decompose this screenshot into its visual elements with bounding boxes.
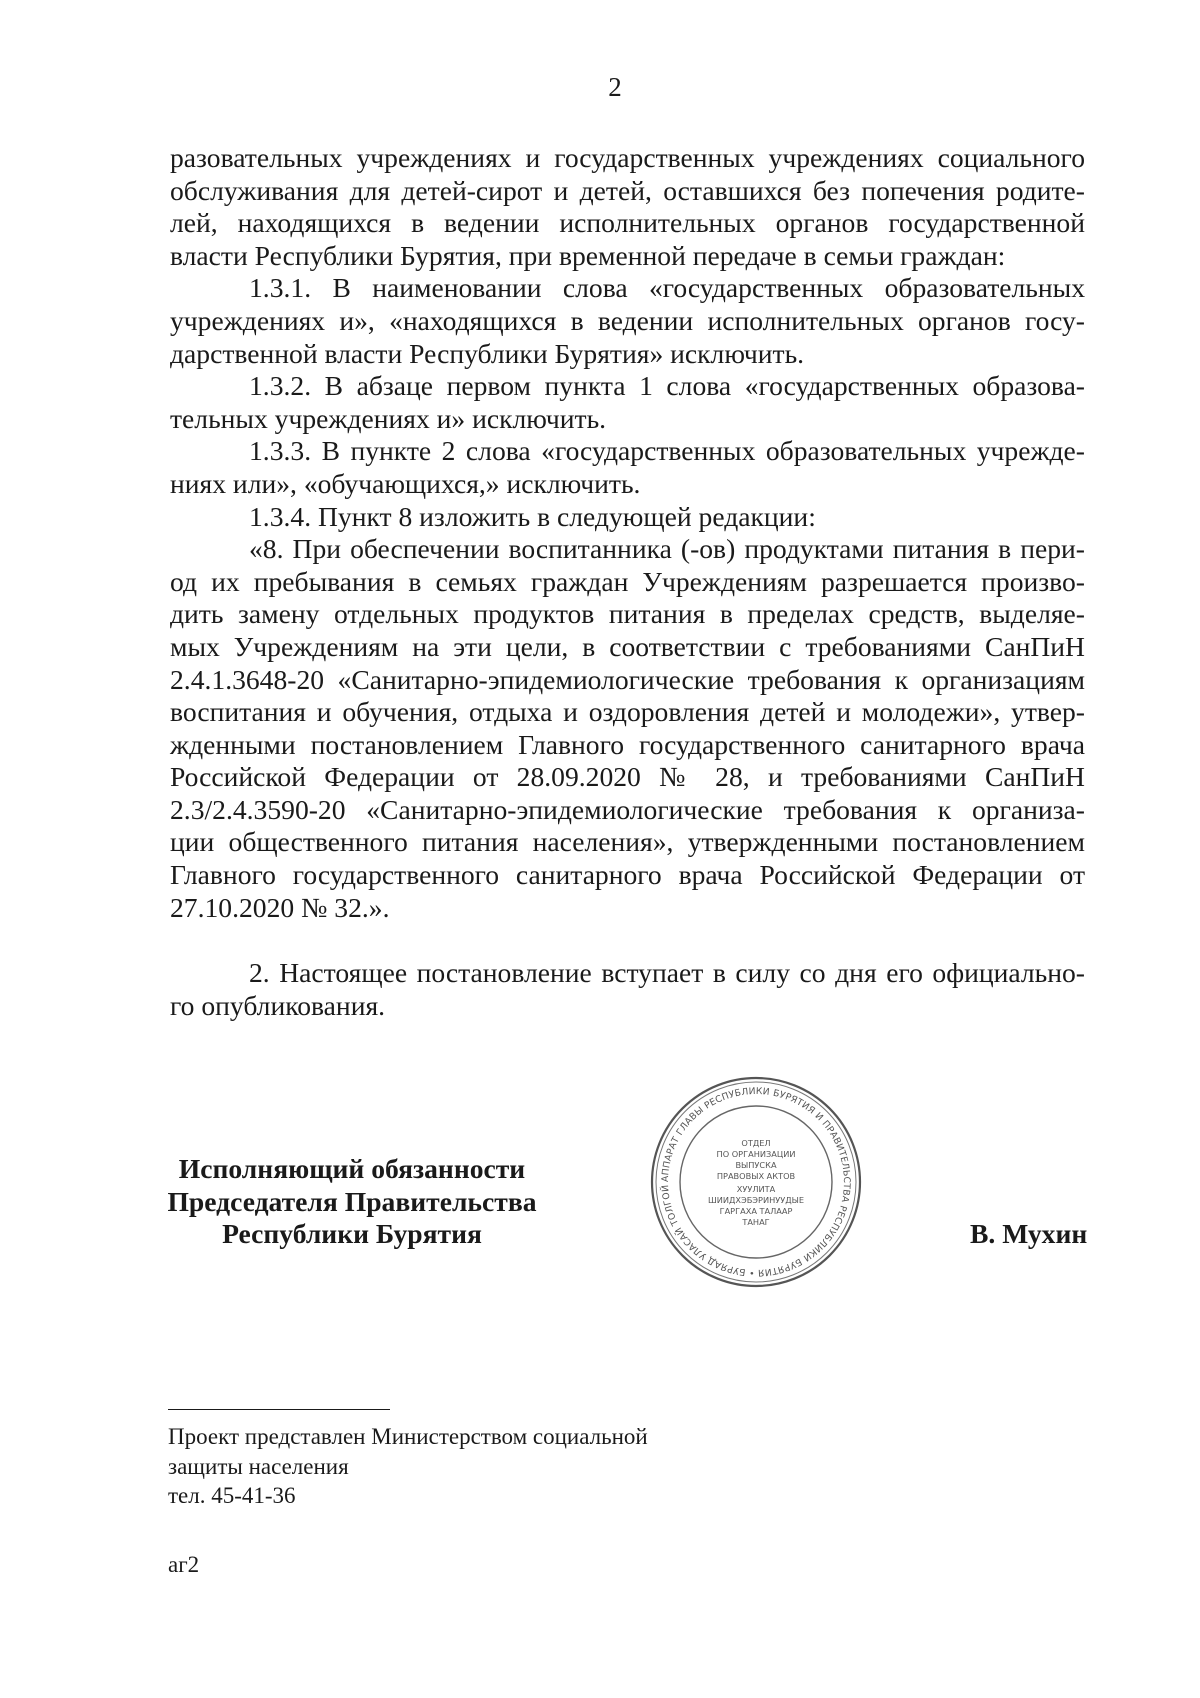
signatory-position-line: Председателя Правительства — [167, 1185, 537, 1217]
seal-graphic — [646, 1072, 866, 1292]
text-line: 27.10.2020 № 32.». — [170, 891, 390, 923]
footnote-line: Проект представлен Министерством социальной — [168, 1424, 648, 1449]
text-line: тельных учреждениях и» исключить. — [170, 402, 607, 434]
footnote-line: тел. 45-41-36 — [168, 1483, 296, 1509]
text-line: 2.4.1.3648-20 «Санитарно-эпидемиологические требования к организациям — [170, 663, 1085, 695]
paragraph-2 — [170, 957, 1085, 1022]
signatory-name: В. Мухин — [970, 1218, 1088, 1249]
text-line: воспитания и обучения, отдыха и оздоровления детей и молодежи», утвер- — [170, 696, 1085, 728]
text-line: Российской Федерации от 28.09.2020 № 28, и требованиями СанПиН — [170, 761, 1085, 793]
text-line: 2. Настоящее постановление вступает в силу со дня его официально- — [249, 957, 1085, 989]
text-line: разовательных учреждениях и государственных учреждениях социального — [170, 142, 1085, 173]
text-line: ниях или», «обучающихся,» исключить. — [170, 467, 641, 499]
signatory-position-line: Исполняющий обязанности — [178, 1153, 526, 1184]
footnote-line: защиты населения — [168, 1453, 349, 1479]
text-line: дарственной власти Республики Бурятия» исключить. — [170, 337, 805, 369]
page-number: 2 — [608, 72, 622, 102]
text-line: власти Республики Бурятия, при временной передаче в семьи граждан: — [170, 239, 1006, 271]
paragraph-new-item-8 — [170, 533, 1085, 924]
paragraph-1-3-3 — [170, 435, 1085, 500]
text-line: обслуживания для детей-сирот и детей, оставшихся без попечения родите- — [170, 174, 1085, 206]
paragraph-intro-continuation — [170, 142, 1085, 272]
seal-center-line: ХУУЛИТА — [736, 1184, 776, 1194]
text-line: учреждениях и», «находящихся в ведении исполнительных органов госу- — [170, 304, 1085, 336]
seal-center-line: ПО ОРГАНИЗАЦИИ — [716, 1149, 796, 1159]
text-line: жденными постановлением Главного государственного санитарного врача — [170, 728, 1085, 760]
seal-center-line: ПРАВОВЫХ АКТОВ — [716, 1171, 796, 1181]
signatory-position — [152, 1153, 552, 1251]
text-line: 1.3.3. В пункте 2 слова «государственных образовательных учрежде- — [249, 435, 1085, 467]
signatory-position-line: Республики Бурятия — [222, 1218, 482, 1250]
document-body — [170, 142, 1085, 1022]
seal-center-line: ШИИДХЭБЭРИНУУДЫЕ — [707, 1195, 805, 1205]
text-line: 1.3.4. Пункт 8 изложить в следующей редакции: — [249, 500, 816, 532]
paragraph-1-3-2 — [170, 370, 1085, 435]
text-line: лей, находящихся в ведении исполнительных органов государственной — [170, 207, 1085, 239]
text-line: 2.3/2.4.3590-20 «Санитарно-эпидемиологические требования к организа- — [170, 793, 1085, 825]
footnote-separator — [168, 1409, 390, 1410]
seal-center-line: ТАНАГ — [742, 1217, 770, 1227]
seal-center-line: ГАРГАХА ТАЛААР — [719, 1206, 793, 1216]
paragraph-1-3-1 — [170, 272, 1085, 370]
text-line: го опубликования. — [170, 989, 386, 1021]
text-line: од их пребывания в семьях граждан Учреждениям разрешается произво- — [170, 565, 1085, 597]
text-line: мых Учреждениям на эти цели, в соответствии с требованиями СанПиН — [170, 630, 1085, 662]
footnote — [168, 1422, 728, 1511]
text-line: Главного государственного санитарного врача Российской Федерации от — [170, 859, 1085, 891]
text-line: 1.3.1. В наименовании слова «государственных образовательных — [249, 272, 1085, 304]
paragraph-1-3-4 — [170, 501, 1085, 534]
document-code: аг2 — [168, 1552, 200, 1577]
seal-ring-text: АППАРАТ ГЛАВЫ РЕСПУБЛИКИ БУРЯТИЯ И ПРАВИТЕЛЬСТВА РЕСПУБЛИКИ БУРЯТИЯ • БУРЯАД УЛАСАЙ ТОЛГОЙ — [659, 1085, 853, 1279]
official-seal — [646, 1072, 866, 1292]
seal-center-line: ОТДЕЛ — [741, 1138, 771, 1148]
text-line: ции общественного питания населения», утвержденными постановлением — [170, 826, 1085, 858]
text-line: 1.3.2. В абзаце первом пункта 1 слова «государственных образова- — [249, 370, 1085, 402]
seal-center-line: ВЫПУСКА — [735, 1160, 777, 1170]
text-line: дить замену отдельных продуктов питания в пределах средств, выделяе- — [170, 598, 1085, 630]
text-line: «8. При обеспечении воспитанника (-ов) продуктами питания в пери- — [249, 533, 1085, 565]
